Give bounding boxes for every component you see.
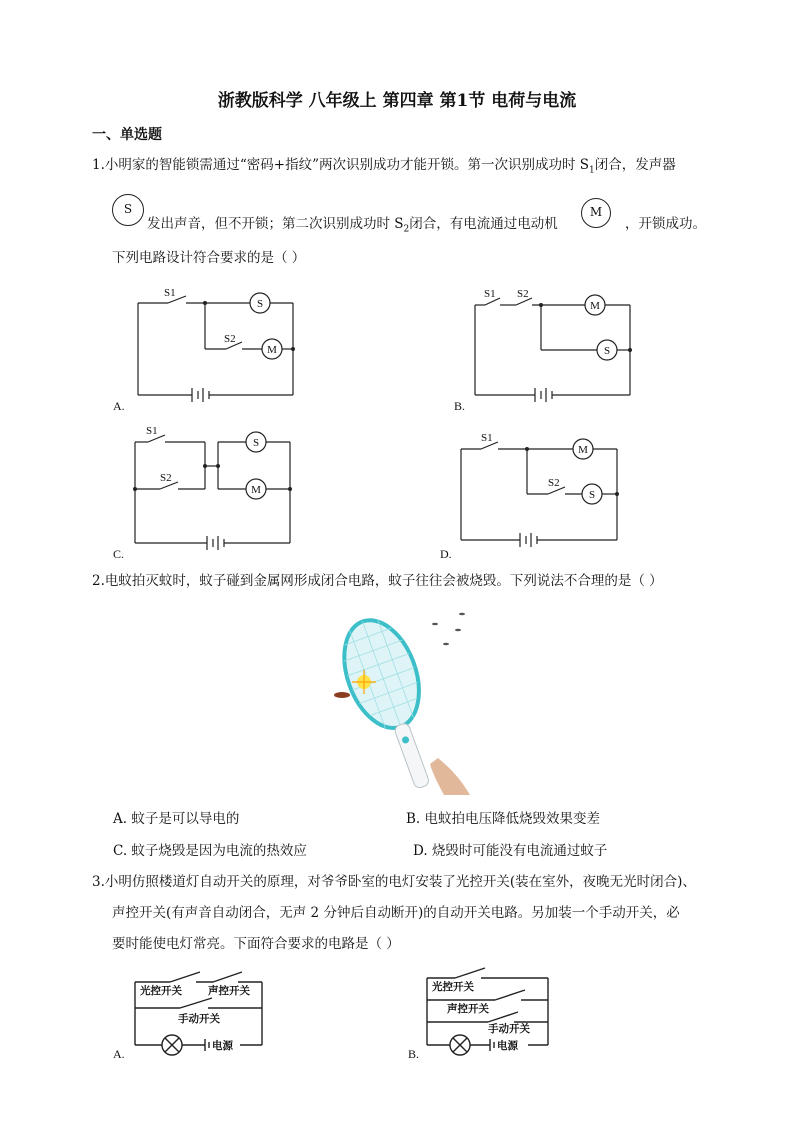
b-sounder-label: S <box>603 345 611 357</box>
circuit-c <box>135 432 290 550</box>
option-d-label: D. <box>440 547 452 561</box>
b-manual-switch-label: 手动开关 <box>488 1024 530 1035</box>
b-s2-label: S2 <box>517 288 529 300</box>
b-motor-label: M <box>590 300 600 312</box>
a-power-label: 电源 <box>212 1041 233 1052</box>
a-sound-switch-label: 声控开关 <box>208 986 250 997</box>
q2-option-d: D. 烧毁时可能没有电流通过蚊子 <box>413 843 608 859</box>
option-c-label: C. <box>113 547 125 561</box>
b-light-switch-label: 光控开关 <box>432 982 474 993</box>
q3-line1: 3.小明仿照楼道灯自动开关的原理，对爷爷卧室的电灯安装了光控开关(装在室外，夜晚无光时闭合)、 <box>92 874 696 890</box>
option-a-label: A. <box>113 399 125 413</box>
a-sounder-label: S <box>256 298 264 310</box>
q1-line1: 1.小明家的智能锁需通过“密码+指纹”两次识别成功才能开锁。第一次识别成功时 $S_1$闭合，发声器 <box>92 157 676 176</box>
d-s2-label: S2 <box>548 477 560 489</box>
c-s1-label: S1 <box>146 425 158 437</box>
b-sound-switch-label: 声控开关 <box>447 1004 489 1015</box>
page-title: 浙教版科学 八年级上 第四章 第1节 电荷与电流 <box>217 91 577 111</box>
q2-option-b: B. 电蚊拍电压降低烧毁效果变差 <box>406 811 601 827</box>
option-b-label: B. <box>454 399 466 413</box>
q3-option-a-label: A. <box>113 1047 125 1061</box>
d-sounder-label: S <box>588 489 596 501</box>
q3-circuits <box>0 960 794 1070</box>
q1-line2-end: ，开锁成功。 <box>625 216 706 232</box>
a-s1-label: S1 <box>164 287 176 299</box>
a-s2-label: S2 <box>224 333 236 345</box>
a-manual-switch-label: 手动开关 <box>178 1014 220 1025</box>
d-motor-label: M <box>578 444 588 456</box>
q1-line3: 下列电路设计符合要求的是（ ） <box>112 250 306 266</box>
q1-line2: 发出声音，但不开锁；第二次识别成功时 $S_2$闭合，有电流通过电动机 <box>147 216 558 235</box>
c-motor-label: M <box>251 484 261 496</box>
sounder-symbol: S <box>112 194 144 226</box>
q2-option-a: A. 蚊子是可以导电的 <box>113 811 240 827</box>
section-heading: 一、单选题 <box>92 127 162 143</box>
q3-option-b-label: B. <box>408 1047 420 1061</box>
d-s1-label: S1 <box>481 432 493 444</box>
c-sounder-label: S <box>252 437 260 449</box>
a-light-switch-label: 光控开关 <box>140 986 182 997</box>
mosquito-racket-image <box>320 600 480 795</box>
q2-stem: 2.电蚊拍灭蚊时，蚊子碰到金属网形成闭合电路，蚊子往往会被烧毁。下列说法不合理的是（ ） <box>92 573 663 589</box>
motor-symbol: M <box>581 198 611 228</box>
b-s1-label: S1 <box>484 288 496 300</box>
q2-option-c: C. 蚊子烧毁是因为电流的热效应 <box>113 843 307 859</box>
q3-line2: 声控开关(有声音自动闭合，无声 2 分钟后自动断开)的自动开关电路。另加装一个手动开关，必 <box>112 905 680 921</box>
c-s2-label: S2 <box>160 472 172 484</box>
a-motor-label: M <box>267 344 277 356</box>
q3-line3: 要时能使电灯常亮。下面符合要求的电路是（ ） <box>112 936 400 952</box>
b-power-label: 电源 <box>497 1041 518 1052</box>
